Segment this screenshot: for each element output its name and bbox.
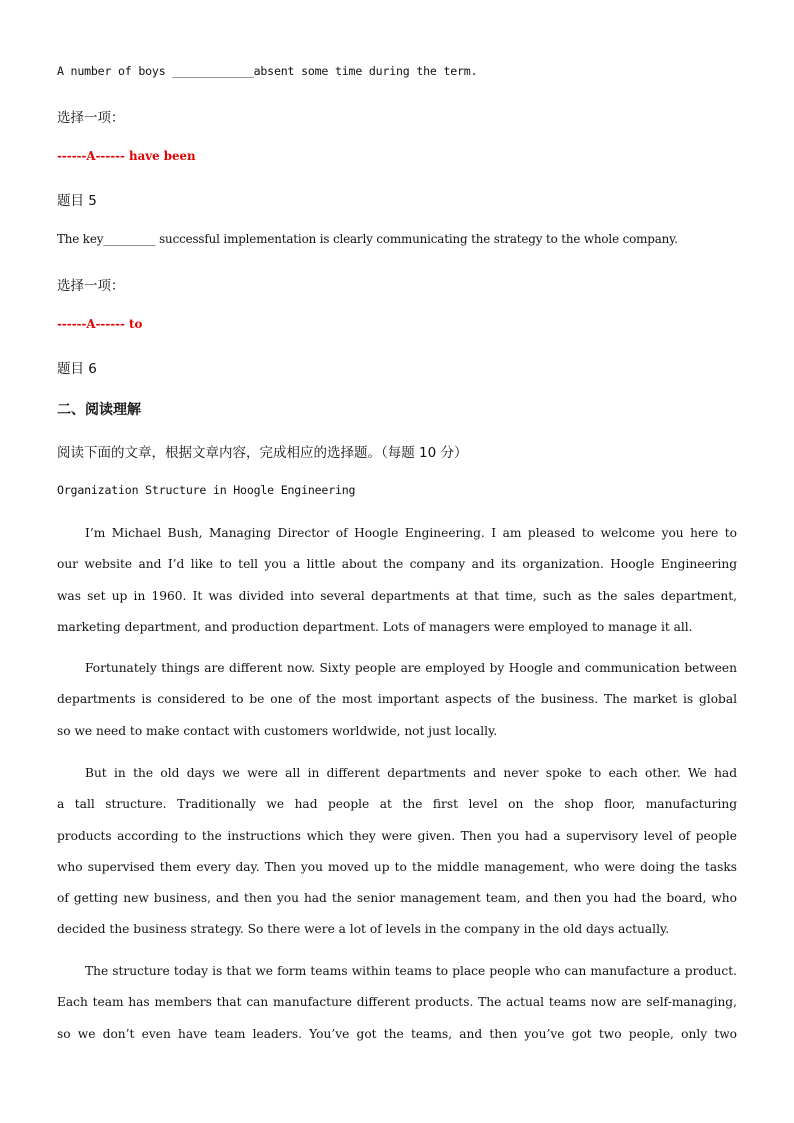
paragraph-line: marketing department, and production department. Lots of managers were employed to manage it all. <box>57 619 693 634</box>
paragraph-line: I’m Michael Bush, Managing Director of Hoogle Engineering. I am pleased to welcome you here to <box>85 526 737 540</box>
paragraph-line: a tall structure. Traditionally we had people at the first level on the shop floor, manufacturing <box>57 797 737 812</box>
question-5-answer: ------A------ to <box>57 317 143 331</box>
paragraph-line: was set up in 1960. It was divided into several departments at that time, such as the sales department, <box>57 588 737 603</box>
paragraph-line: so we don’t even have team leaders. You’ve got the teams, and then you’ve got two people, only two <box>57 1026 737 1041</box>
paragraph-line: our website and I’d like to tell you a little about the company and its organization. Hoogle Engineering <box>57 557 737 572</box>
paragraph-line: departments is considered to be one of the most important aspects of the business. The market is global <box>57 692 737 707</box>
question-4-answer: ------A------ have been <box>57 149 196 163</box>
article-paragraph-3 <box>57 758 737 946</box>
question-6-label: 题目 6 <box>57 361 97 377</box>
article-paragraph-4 <box>57 956 737 1050</box>
paragraph-line: of getting new business, and then you had the senior management team, and then you had the board, who <box>57 891 737 906</box>
section-instruction: 阅读下面的文章，根据文章内容，完成相应的选择题。（每题 10 分） <box>57 445 468 461</box>
question-4-prompt: 选择一项： <box>57 110 125 126</box>
question-5-label: 题目 5 <box>57 193 97 209</box>
paragraph-line: who supervised them every day. Then you moved up to the middle management, who were doing the tasks <box>57 859 737 874</box>
paragraph-line: so we need to make contact with customers worldwide, not just locally. <box>57 723 498 738</box>
paragraph-line: decided the business strategy. So there were a lot of levels in the company in the old days actually. <box>57 922 670 937</box>
paragraph-line: Fortunately things are different now. Sixty people are employed by Hoogle and communication between <box>85 661 737 675</box>
paragraph-line: But in the old days we were all in different departments and never spoke to each other. We had <box>85 766 737 780</box>
question-5-text: The key_________ successful implementation is clearly communicating the strategy to the whole company. <box>57 232 678 246</box>
paragraph-line: Each team has members that can manufacture different products. The actual teams now are self-managing, <box>57 995 737 1010</box>
article-paragraph-1 <box>57 518 737 643</box>
article-paragraph-2 <box>57 653 737 747</box>
section-heading: 二、阅读理解 <box>57 402 141 418</box>
question-4-text: A number of boys ____________absent some time during the term. <box>57 64 478 78</box>
paragraph-line: The structure today is that we form teams within teams to place people who can manufacture a product. <box>85 964 737 978</box>
article-title: Organization Structure in Hoogle Engineering <box>57 483 356 497</box>
question-5-prompt: 选择一项： <box>57 278 125 294</box>
paragraph-line: products according to the instructions which they were given. Then you had a supervisory level of people <box>57 828 737 843</box>
